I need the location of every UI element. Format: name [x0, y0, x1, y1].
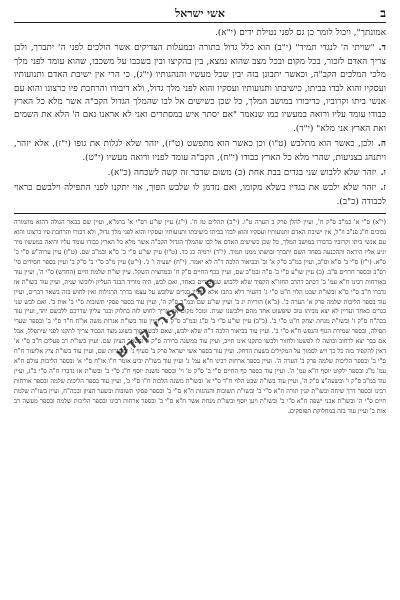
- footnotes-text: (י"א) ס"י א' במ"ב ס"ק ח', ועיין להלן פרק ב הערה ט"ו. (י"ב) תהלים טז ח'. (י"ג) עיין שו"ע רס"י א' ברמ"א, ועיין שם בבאר הגולה דהוא מהמורה נבוכים ח"ג פנ"ב וז"ל, אין ישיבת האדם ותנועותיו ועסקיו והוא לבדו בביתו כישיבתו ותנועותיו ועסקיו והוא לפני מלך גדול, ולא דבורו והרחבת פיו כרצונו והוא עם אנשי ביתו וקרוביו כדבורו במושב המלך, כל שכן כשישים האדם אל לבו שהמלך הגדול הקב"ה אשר מלא כל הארץ כבודו עומד עליו ורואה במעשיו מיד יגיע אליו היראה וההכנעה בפחד השם יתברך ובושתו ממנו תמיד. (י"ד) ירמיה כג כד. (ט"ו) עיין שו"ע ס"י ב' ס"א ובמ"ב שם. (ט"ז) עיין ערוה"ש ס"י ב' ס"א. (י"ז) ס"י ב' ס"א וס"ב, ועיין במ"ב ס"ק א' וב' ובביאור הלכה ד"ה לא יאמר. (י"ח) ישעיה ו' ג'. (י"ט) עיין מ"ב ס"י ב' ס"ק ב' ועיין בספר חסידים סי' רס"ב ובספר חרדים פ"ב. (כ) עיין שו"ע ס"י ב' ס"ה ובמ"ב שם, ועיין בכף החיים ס"ק ח' ובמחצית השקל. עיין שו"ת שלמת חיים (החדש) ס"י ה', ועיין עוד באורחות רבינו ח"א עמ' ב' דכתב דהרב החזו"א הקפיד שלא ללבוש שני בגדים כאחד, ואם לבש, היה מוריד הבגד העליון ולובשו שנית, ועיין עוד בשו"ת אז נדברו ח"ב ס"י ס"א ובשו"ת שבט הלוי ח"ט ס"י ג' דהעיר דלא כתבו אלא לעניין בגדים שלובש על עצמו בדרך הרגילות ואין לחוש בזה בשאר דברים, ועיין עוד בספר הליכות שלמה פרק א' הערה ב'. (כ"א) הוריות יג ב' ועיין שו"ע שם ובמ"ב ס"ק ה', ועיין עוד בספר פסקי תשובות ס"י ב' אות ב'. ואם לבש שני בגדים כאחד ועדיין לא יצא מביתו טוב שיפשוט אחד מהם וילבשנו שנית. ומכל מקום אין צריך לחוש לזה בחלוק ובגד עליון שדרכם ללבשם יחד, ועיין עוד בכה"ח ס"ק ז' ובשו"ת מנחת יצחק ח"ט ס"י ב'. (כ"ב) עיין שו"ע ס"י ב' ס"ג ובמ"ב ס"ק ד', ועיין עוד בשו"ת אגרות משה או"ח ח"ד ס"י ב' ובספר שערי תפילה, ובספר שמירת הגוף והנפש ח"א ס"י ב'. ועיין עוד בביאור הלכה ד"ה שלא ילבש, שאם לבש הפוך בשוגג מצד הכבוד צריך לתקנו לפני שיתפלל, אבל אם כבר יצא לרחוב ובושה לו לפשטו ולחזור ולבשו כתקנו אינו חייב, ועיין עוד במשנה ברורה ס"ק ו' ובשער הציון שם. ועיין בשו"ת רב פעלים ח"ב ס"י א' דאין להקפיד בזה כל כך ויש לסמוך על המקילים בשעת הדחק. ועיין עוד בספר אשי ישראל פרק ב' סעיף ג' ובהערות שם, ועיין עוד בשו"ת ציץ אליעזר ח"ח ס"י ב' ובספר הליכות שלמה פרק ב' הערה ה'. ועיין בספר ארחות רבינו ח"א עמ' ג' ועיין עוד בשו"ת יביע אומר ח"ו או"ח ס"י א' ובספר הליכות עולם ח"א עמ' מ"ג ובספר ילקוט יוסף ח"א עמ' ה'. ועיין עוד בספר כף החיים ס"י ב' ס"ק ט' וי' ובספר משנת יוסף ח"ג ס"י ב' ובשו"ת אז נדברו ח"ה ס"י כ"ג, ועיין עוד במ"ב ס"ק ו' ובשעה"צ ס"ק ה', ועיין עוד בשו"ת שבט הלוי ח"ד ס"י א' ובשו"ת משנה הלכות ח"ו ס"י ב', ועיין עוד בספר הליכות שלמה ובספר אורחות רבינו ובספר דרך שיחה ובשו"ת קנין תורה ח"א ס"י ב' ובשו"ת תשובות והנהגות ח"א ס"י ב' ובספר פסקי תשובות ובשער הציון ובכה"ח, ועיין בשו"ת שלמת חיים ס"י ה' ובשו"ת אבני ישפה ח"א ס"י ב' ובשו"ת ויען יוסף ובשו"ת מנחת אשר ח"א ס"י ב' ובספר ארחות רבינו ובספר הליכות שלמה ובספר מעשה רב אות ב' ועיין עוד בזה במחלוקת הפוסקים.: [14, 219, 386, 415]
- page-letter: ב: [380, 6, 386, 20]
- paragraph-text: יזהר שלא ללבוש שני בגדים בבת אחת (כ) משום שדבר זה קשה לשכחה (כ"א).: [107, 168, 377, 179]
- main-text: [14, 27, 386, 209]
- paragraph-vav: [14, 167, 386, 180]
- paragraph-dalet: [14, 42, 386, 136]
- paragraph-text: "שויתי ה' לנגדי תמיד" (י"ב) הוא כלל גדול בתורה ובמעלות הצדיקים אשר הולכים לפני ה' יתברך, ולכן צריך האדם לזכור, בכל מקום ובכל מצב שהוא נמצא, בין בהקיצו ובין בשכבו על משכבו, שהוא עומד לפני מלך מלכי המלכים הקב"ה, וכאשר יתבונן בזה יבין שכל מעשיו והנהגותיו (י"ג), כי הרי אין ישיבת האדם ותנועותיו ועסקיו והוא לבדו בביתו, כישיבתו ותנועותיו ועסקיו והוא לפני מלך גדול, ולא דיבורו והרחבת פיו כרצונו והוא עם אנשי ביתו וקרוביו, כדיבורו במושב המלך, כל שכן כשישים אל לבו שהמלך הגדול הקב"ה אשר מלא כל הארץ כבודו עומד עליו ורואה במעשיו כמו שנאמר "אם יסתר איש במסתרים ואני לא אראנו נאם ה' הלא את השמים ואת הארץ אני מלא" (י"ד).: [14, 43, 386, 134]
- watermark-stamp: ספר ספרי קודש: [112, 272, 221, 362]
- running-head: אשי ישראל: [175, 7, 225, 20]
- paragraph-text: אמונתך", ויכול לומר כן גם לפני נטילת ידים (י"א).: [215, 28, 386, 38]
- paragraph-label: ו.: [380, 168, 386, 179]
- paragraph-zayin: [14, 182, 386, 209]
- paragraph-label: ד.: [378, 43, 386, 54]
- paragraph-text: יזהר שלא ילבש את בגדיו בשלא מקומו, ואם נזדמן לו שלבש הפוך, אזי יתקנו לפני התפילה וילבשם כראוי לכבודה (כ"ב).: [14, 183, 386, 207]
- footnotes: [14, 218, 386, 416]
- paragraph-text: ולכן, כאשר הוא מתלבש (ט"ו) וכן כאשר הוא מתפשט (ט"ז), יזהר שלא לגלות את גופו (י"ז), אלא יזהר, ויתנהג בצניעות, שהרי מלא כל הארץ כבודו (י"ח), הקב"ה עומד לפניו ורואה מעשיו (י"ט).: [14, 139, 386, 163]
- paragraph-intro: [14, 27, 386, 40]
- paragraph-he: [14, 138, 386, 165]
- page-header: [14, 6, 386, 23]
- paragraph-label: ז.: [380, 183, 386, 194]
- paragraph-label: ה.: [377, 139, 386, 150]
- footnote-divider: [14, 213, 386, 214]
